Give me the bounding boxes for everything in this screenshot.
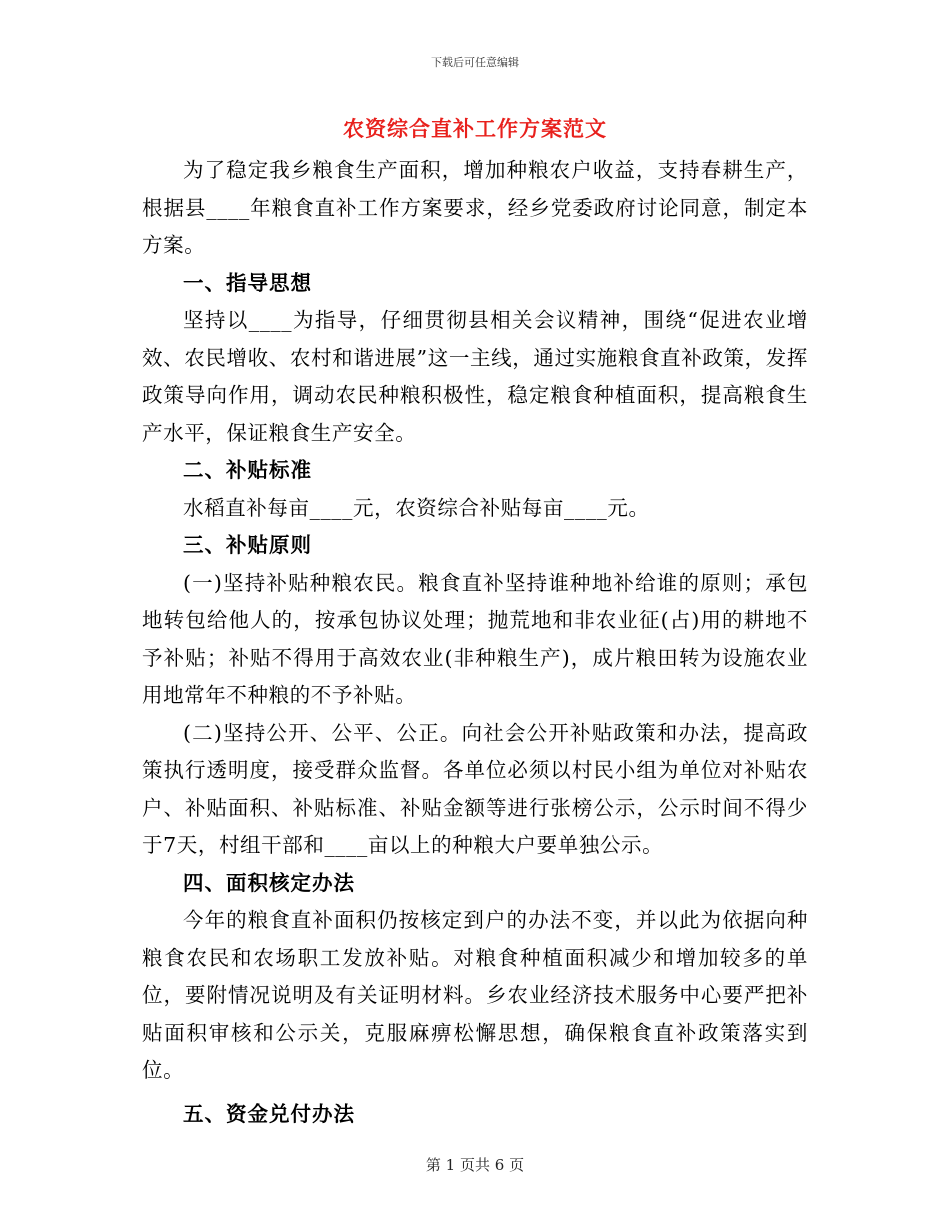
section-paragraph: 水稻直补每亩____元，农资综合补贴每亩____元。 (183, 495, 650, 520)
section-heading: 三、补贴原则 (183, 533, 312, 557)
section-heading: 五、资金兑付办法 (183, 1101, 355, 1126)
section-paragraph: (二)坚持公开、公平、公正。向社会公开补贴政策和办法，提高政策执行透明度，接受群众监督。各单位必须以村民小组为单位对补贴农户、补贴面积、补贴标准、补贴金额等进行张榜公示，公示时间不得少于7天，村组干部和____亩以上的种粮大户要单独公示。 (142, 720, 808, 857)
section-heading: 二、补贴标准 (183, 458, 312, 482)
section-paragraph: 今年的粮食直补面积仍按核定到户的办法不变，并以此为依据向种粮食农民和农场职工发放补贴。对粮食种植面积减少和增加较多的单位，要附情况说明及有关证明材料。乡农业经济技术服务中心要严把补贴面积审核和公示关，克服麻痹松懈思想，确保粮食直补政策落实到位。 (142, 908, 808, 1082)
header-note: 下载后可任意编辑 (431, 56, 519, 69)
intro-paragraph: 为了稳定我乡粮食生产面积，增加种粮农户收益，支持春耕生产，根据县____年粮食直补工作方案要求，经乡党委政府讨论同意，制定本方案。 (142, 158, 808, 257)
section-heading: 一、指导思想 (183, 270, 312, 295)
document-title: 农资综合直补工作方案范文 (343, 117, 607, 141)
document-body (142, 152, 808, 1133)
section-heading: 四、面积核定办法 (183, 870, 355, 895)
page-footer: 第 1 页共 6 页 (425, 1156, 525, 1174)
section-paragraph: 坚持以____为指导，仔细贯彻县相关会议精神，围绕“促进农业增效、农民增收、农村和谐进展”这一主线，通过实施粮食直补政策，发挥政策导向作用，调动农民种粮积极性，稳定粮食种植面积，提高粮食生产水平，保证粮食生产安全。 (142, 308, 808, 445)
section-paragraph: (一)坚持补贴种粮农民。粮食直补坚持谁种地补给谁的原则；承包地转包给他人的，按承包协议处理；抛荒地和非农业征(占)用的耕地不予补贴；补贴不得用于高效农业(非种粮生产)，成片粮田转为设施农业用地常年不种粮的不予补贴。 (142, 570, 808, 707)
